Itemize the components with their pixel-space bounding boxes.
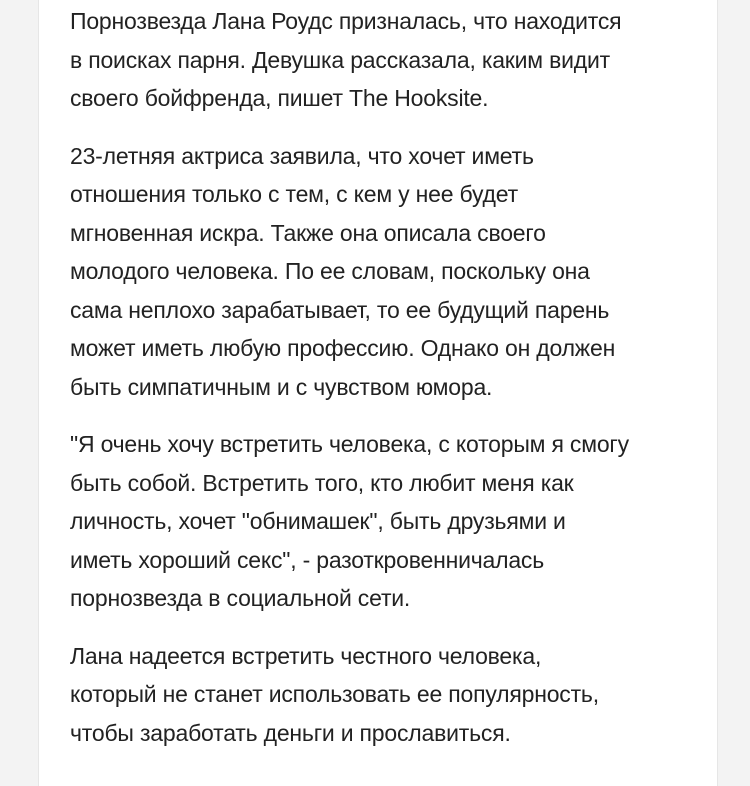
paragraph-line: Порнозвезда Лана Роудс призналась, что находится (70, 8, 622, 34)
paragraph-line: может иметь любую профессию. Однако он должен (70, 335, 616, 361)
paragraph-line: 23-летняя актриса заявила, что хочет иметь (70, 142, 534, 169)
paragraph-4 (70, 637, 710, 753)
paragraph-line: личность, хочет "обнимашек", быть друзьями и (70, 508, 566, 534)
paragraph-line: молодого человека. По ее словам, поскольку она (70, 258, 590, 284)
paragraph-line: чтобы заработать деньги и прославиться. (70, 719, 511, 746)
paragraph-line: отношения только с тем, с кем у нее будет (70, 181, 518, 207)
paragraph-line: своего бойфренда, пишет The Hooksite. (70, 85, 489, 111)
paragraph-line: Лана надеется встретить честного человека, (70, 642, 542, 669)
paragraph-line: иметь хороший секс", - разоткровенничалась (70, 546, 545, 573)
paragraph-line: который не станет использовать ее популярность, (70, 681, 599, 707)
article-card (38, 0, 718, 786)
paragraph-line: быть собой. Встретить того, кто любит меня как (70, 469, 574, 496)
paragraph-line: сама неплохо зарабатывает, то ее будущий парень (70, 296, 610, 323)
paragraph-line: быть симпатичным и с чувством юмора. (70, 373, 493, 400)
paragraph-3 (70, 425, 710, 618)
paragraph-line: мгновенная искра. Также она описала своего (70, 219, 546, 246)
paragraph-line: в поисках парня. Девушка рассказала, каким видит (70, 46, 610, 73)
paragraph-line: "Я очень хочу встретить человека, с которым я смогу (70, 431, 629, 457)
article-body (70, 2, 710, 771)
paragraph-1 (70, 2, 710, 118)
paragraph-line: порнозвезда в социальной сети. (70, 585, 411, 611)
paragraph-2 (70, 137, 710, 407)
